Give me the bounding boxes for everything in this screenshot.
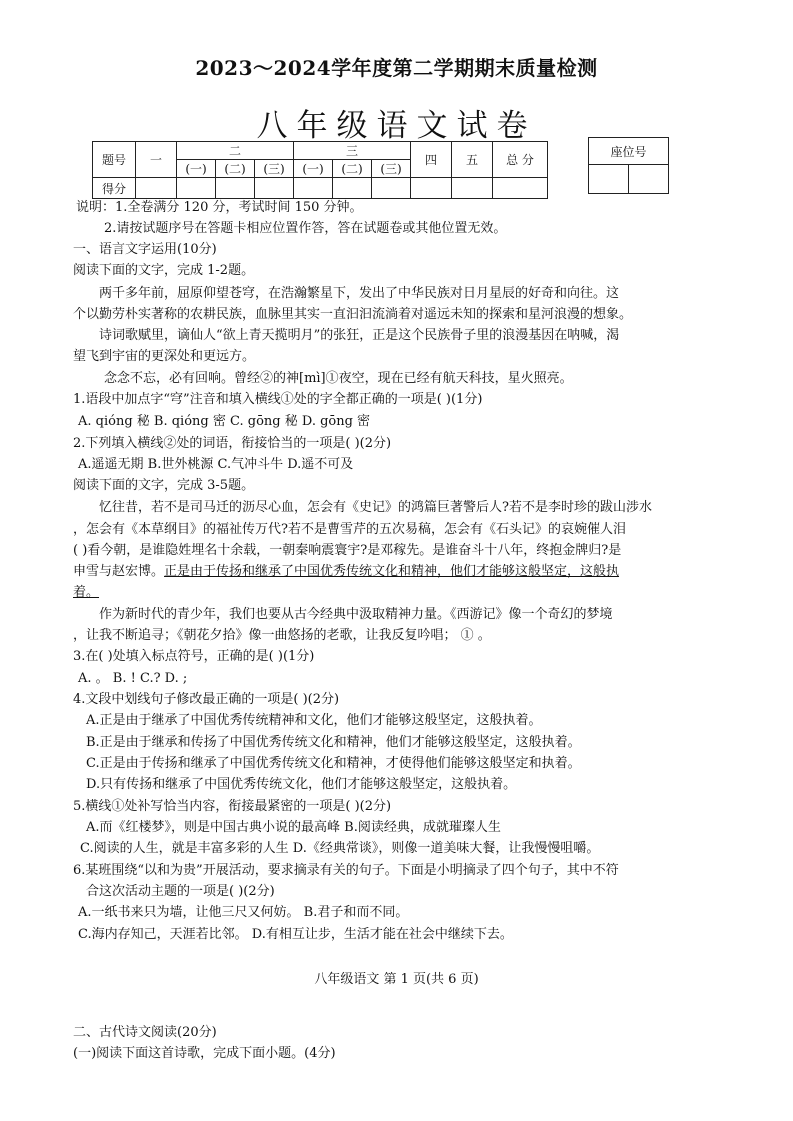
page-footer: 八年级语文 第 1 页(共 6 页) <box>314 972 479 987</box>
question-4-option-c: C.正是由于传扬和继承了中国优秀传统文化和精神，才使得他们能够这般坚定和执着。 <box>86 756 581 771</box>
score-cell <box>372 178 411 199</box>
score-sub-3-3: (三) <box>372 160 411 178</box>
question-6-options-ab: A.一纸书来只为墙，让他三尺又何妨。 B.君子和而不同。 <box>78 905 409 920</box>
passage2-line: 忆往昔，若不是司马迁的沥尽心血，怎会有《史记》的鸿篇巨著警后人?若不是李时珍的跋山涉水 <box>99 500 652 515</box>
question-4-option-b: B.正是由于继承和传扬了中国优秀传统文化和精神，他们才能够这般坚定，这般执着。 <box>86 735 581 750</box>
score-cell <box>493 178 548 199</box>
score-col-total: 总 分 <box>493 142 548 178</box>
section2-title: 二、古代诗文阅读(20分) <box>73 1025 217 1040</box>
seat-number-label: 座位号 <box>589 138 669 165</box>
section1-title: 一、语言文字运用(10分) <box>73 242 217 257</box>
question-6: 合这次活动主题的一项是( )(2分) <box>86 884 275 899</box>
question-3: 3.在( )处填入标点符号，正确的是( )(1分) <box>73 649 315 664</box>
score-sub-2-1: (一) <box>177 160 216 178</box>
passage2-line: 作为新时代的青少年，我们也要从古今经典中汲取精神力量。《西游记》像一个奇幻的梦境 <box>99 607 613 622</box>
question-6-options-cd: C.海内存知己，天涯若比邻。 D.有相互让步，生活才能在社会中继续下去。 <box>78 927 513 942</box>
score-cell <box>411 178 452 199</box>
underlined-sentence: 正是由于传扬和继承了中国优秀传统文化和精神，他们才能够这般坚定，这般执 <box>164 564 620 579</box>
instruction-1: 说明：1.全卷满分 120 分，考试时间 150 分钟。 <box>76 200 363 215</box>
score-table <box>92 141 548 199</box>
passage2-line: ，让我不断追寻；《朝花夕拾》像一曲悠扬的老歌，让我反复吟唱； ① 。 <box>73 628 491 643</box>
score-col-4: 四 <box>411 142 452 178</box>
question-4: 4.文段中划线句子修改最正确的一项是( )(2分) <box>73 692 340 707</box>
passage1-line: 两千多年前，屈原仰望苍穹，在浩瀚繁星下，发出了中华民族对日月星辰的好奇和向往。这 <box>99 286 620 301</box>
score-sub-2-3: (三) <box>255 160 294 178</box>
section2-subtitle: (一)阅读下面这首诗歌，完成下面小题。(4分) <box>73 1046 336 1061</box>
paper-title: 八年级语文试卷 <box>256 108 537 144</box>
score-col-1: 一 <box>136 142 177 178</box>
passage2-line <box>73 563 619 581</box>
score-col-3: 三 <box>294 142 411 160</box>
exam-title: 2023～2024学年度第二学期期末质量检测 <box>195 56 598 80</box>
passage1-line: 个以勤劳朴实著称的农耕民族，血脉里其实一直汩汩流淌着对遥远未知的探索和星河浪漫的想象。 <box>73 307 633 322</box>
question-2-options: A.遥遥无期 B.世外桃源 C.气冲斗牛 D.遥不可及 <box>78 457 354 472</box>
question-1-options: A. qióng 秘 B. qióng 密 C. gōng 秘 D. gōng 密 <box>78 414 371 429</box>
seat-number-box <box>588 137 669 194</box>
question-2: 2.下列填入横线②处的词语，衔接恰当的一项是( )(2分) <box>73 436 392 451</box>
passage2-line: ，怎会有《本草纲目》的福祉传万代?若不是曹雪芹的五次易稿，怎会有《石头记》的哀婉催人泪 <box>73 522 626 537</box>
score-row-label-score: 得分 <box>93 178 136 199</box>
passage1-line: 念念不忘，必有回响。曾经②的神[mì]①夜空，现在已经有航天科技，星火照亮。 <box>104 371 573 386</box>
score-cell <box>333 178 372 199</box>
question-4-option-d: D.只有传扬和继承了中国优秀传统文化，他们才能够这般坚定，这般执着。 <box>86 777 517 792</box>
score-col-5: 五 <box>452 142 493 178</box>
score-sub-3-2: (二) <box>333 160 372 178</box>
question-6: 6.某班围绕“以和为贵”开展活动，要求摘录有关的句子。下面是小明摘录了四个句子，其中不符 <box>73 863 619 878</box>
instruction-2: 2.请按试题序号在答题卡相应位置作答，答在试题卷或其他位置无效。 <box>104 221 507 236</box>
score-row-label-number: 题号 <box>93 142 136 178</box>
score-sub-3-1: (一) <box>294 160 333 178</box>
question-5-options-ab: A.而《红楼梦》，则是中国古典小说的最高峰 B.阅读经典，成就璀璨人生 <box>86 820 501 835</box>
question-5-options-cd: C.阅读的人生，就是丰富多彩的人生 D.《经典常谈》，则像一道美味大餐，让我慢慢咀嚼。 <box>80 841 600 856</box>
passage2-text: 申雪与赵宏博。 <box>73 564 165 579</box>
score-col-2: 二 <box>177 142 294 160</box>
score-cell <box>255 178 294 199</box>
score-cell <box>177 178 216 199</box>
question-1: 1.语段中加点字“穹”注音和填入横线①处的字全都正确的一项是( )(1分) <box>73 392 483 407</box>
score-sub-2-2: (二) <box>216 160 255 178</box>
question-4-option-a: A.正是由于继承了中国优秀传统精神和文化，他们才能够这般坚定，这般执着。 <box>86 713 542 728</box>
seat-cell <box>589 165 629 194</box>
underlined-sentence: 着。 <box>73 585 100 600</box>
score-cell <box>452 178 493 199</box>
score-cell <box>216 178 255 199</box>
score-cell <box>294 178 333 199</box>
passage1-line: 望飞到宇宙的更深处和更远方。 <box>73 349 256 364</box>
score-cell <box>136 178 177 199</box>
passage2-line: ( )看今朝，是谁隐姓埋名十余载，一朝秦响震寰宇?是邓稼先。是谁奋斗十八年，终抱金牌归?是 <box>73 543 622 558</box>
question-3-options: A. 。 B. ! C.? D. ; <box>78 671 188 686</box>
seat-cell <box>629 165 669 194</box>
reading-prompt-1: 阅读下面的文字，完成 1-2题。 <box>73 263 255 278</box>
passage1-line: 诗词歌赋里，谪仙人“欲上青天揽明月”的张狂，正是这个民族骨子里的浪漫基因在呐喊，渴 <box>99 328 620 343</box>
reading-prompt-2: 阅读下面的文字，完成 3-5题。 <box>73 478 255 493</box>
question-5: 5.横线①处补写恰当内容，衔接最紧密的一项是( )(2分) <box>73 799 392 814</box>
